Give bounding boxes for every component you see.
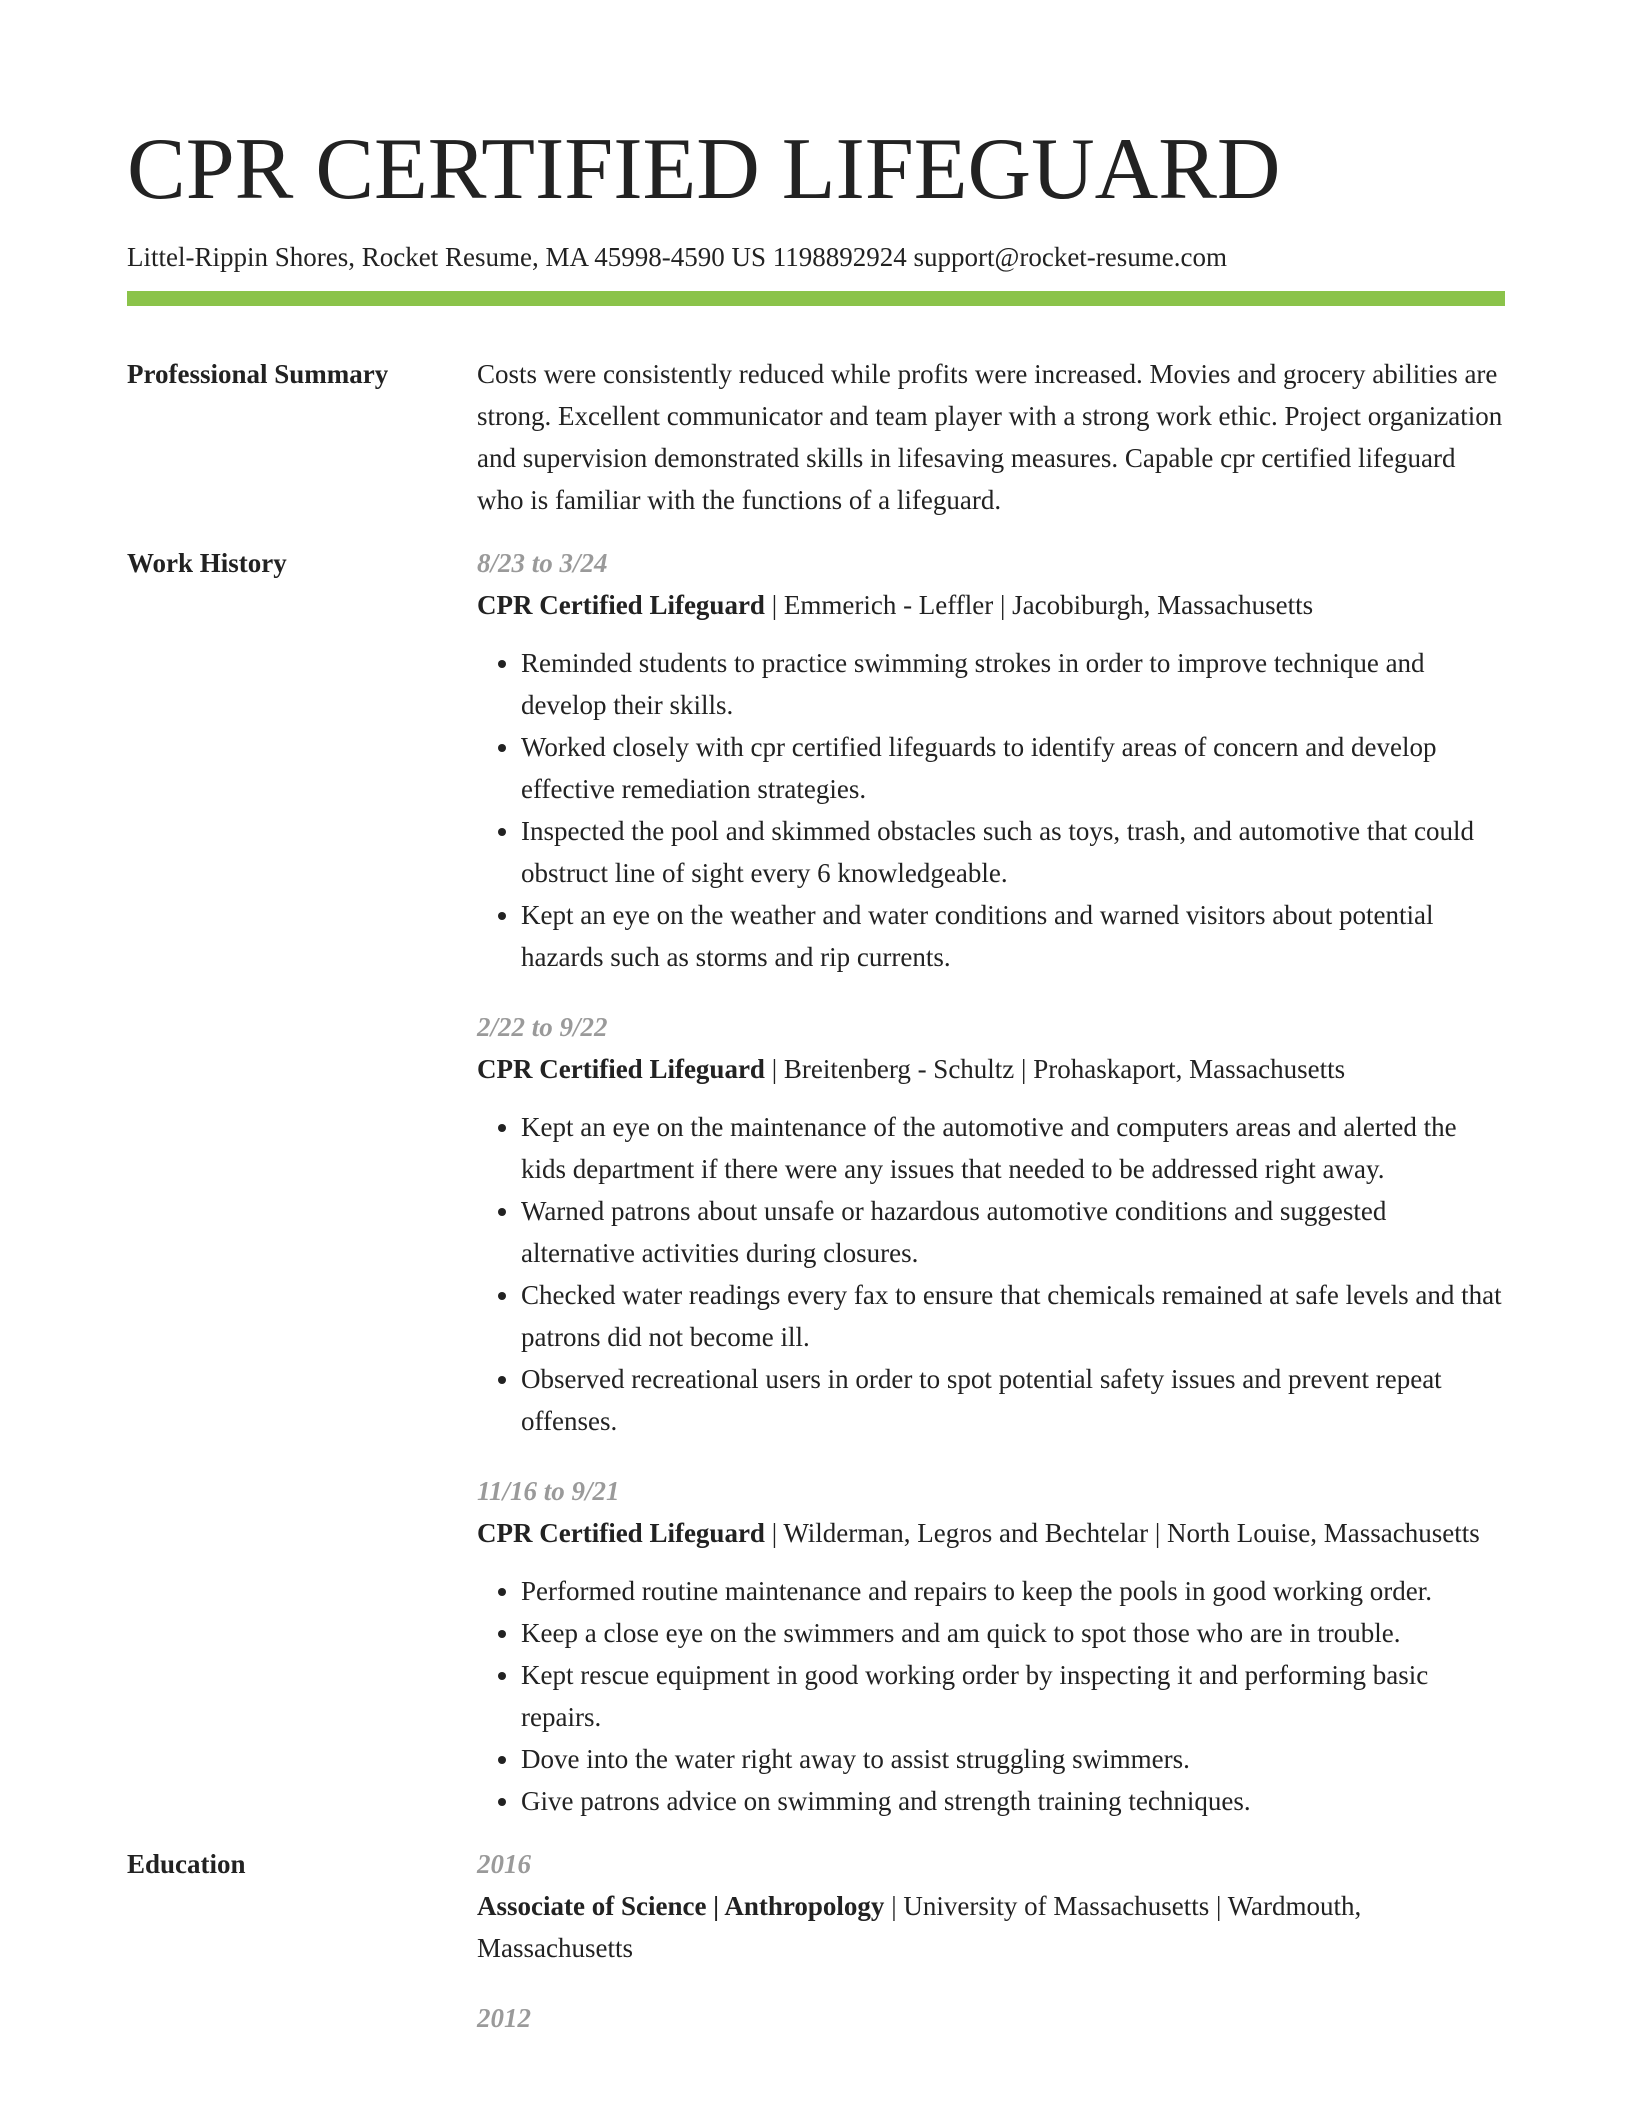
job-bullet: • Warned patrons about unsafe or hazardous automotive conditions and suggested alternative activities during closures. [521,1190,1505,1274]
job-dates: 11/16 to 9/21 [477,1476,620,1506]
job-title: CPR Certified Lifeguard [477,1054,765,1084]
summary-text: Costs were consistently reduced while profits were increased. Movies and grocery abilities are strong. Excellent communicator and team player with a strong work ethic. Project organization and supervision demonstrated skills in lifesaving measures. Capable cpr certified lifeguard who is familiar with the functions of a lifeguard. [477,359,1503,515]
job-bullet: • Worked closely with cpr certified lifeguards to identify areas of concern and develop effective remediation strategies. [521,726,1505,810]
job-bullet: • Keep a close eye on the swimmers and am quick to spot those who are in trouble. [521,1612,1505,1654]
contact-email: support@rocket-resume.com [913,242,1228,272]
job-bullet: • Reminded students to practice swimming strokes in order to improve technique and develop their skills. [521,642,1505,726]
job-header [477,584,1505,626]
job-bullet: • Kept an eye on the maintenance of the automotive and computers areas and alerted the kids department if there were any issues that needed to be addressed right away. [521,1106,1505,1190]
summary-section [127,353,1505,521]
job-entry [477,1470,1505,1822]
work-history-section [127,542,1505,1822]
education-entry [477,1843,1505,1969]
job-title: CPR Certified Lifeguard [477,1518,765,1548]
job-bullet: • Kept rescue equipment in good working order by inspecting it and performing basic repairs. [521,1654,1505,1738]
job-details: | Emmerich - Leffler | Jacobiburgh, Massachusetts [764,590,1314,620]
job-header [477,1512,1505,1554]
education-section [127,1843,1505,2067]
contact-address: Littel-Rippin Shores, Rocket Resume, MA 45998-4590 US [127,242,766,272]
job-bullets [477,1106,1505,1442]
job-entry [477,1006,1505,1442]
education-entry [477,1997,1505,2039]
job-title: CPR Certified Lifeguard [477,590,765,620]
work-history-list [477,542,1505,1822]
job-bullet: • Dove into the water right away to assist struggling swimmers. [521,1738,1505,1780]
job-bullets [477,642,1505,978]
job-bullet: • Kept an eye on the weather and water conditions and warned visitors about potential hazards such as storms and rip currents. [521,894,1505,978]
education-degree: Associate of Science | Anthropology [477,1891,885,1921]
education-list [477,1843,1505,2067]
job-bullet: • Give patrons advice on swimming and strength training techniques. [521,1780,1505,1822]
job-bullets [477,1570,1505,1822]
resume-name: CPR CERTIFIED LIFEGUARD [127,121,1281,218]
job-details: | Breitenberg - Schultz | Prohaskaport, Massachusetts [764,1054,1346,1084]
job-dates: 2/22 to 9/22 [477,1012,608,1042]
job-header [477,1048,1505,1090]
header-divider [127,291,1505,306]
job-bullet: • Inspected the pool and skimmed obstacles such as toys, trash, and automotive that could obstruct line of sight every 6 knowledgeable. [521,810,1505,894]
contact-line [127,239,1505,275]
education-details: | University of Massachusetts | Wardmouth, Massachusetts [477,1891,1362,1963]
summary-heading: Professional Summary [127,359,389,389]
education-year: 2016 [477,1849,531,1879]
work-history-heading: Work History [127,548,287,578]
education-header [477,1885,1505,1969]
job-dates: 8/23 to 3/24 [477,548,608,578]
job-bullet: • Checked water readings every fax to ensure that chemicals remained at safe levels and that patrons did not become ill. [521,1274,1505,1358]
education-heading: Education [127,1849,246,1879]
contact-phone: 1198892924 [772,242,907,272]
job-bullet: • Performed routine maintenance and repairs to keep the pools in good working order. [521,1570,1505,1612]
job-details: | Wilderman, Legros and Bechtelar | North Louise, Massachusetts [764,1518,1480,1548]
education-year: 2012 [477,2003,531,2033]
job-entry [477,542,1505,978]
job-bullet: • Observed recreational users in order to spot potential safety issues and prevent repeat offenses. [521,1358,1505,1442]
